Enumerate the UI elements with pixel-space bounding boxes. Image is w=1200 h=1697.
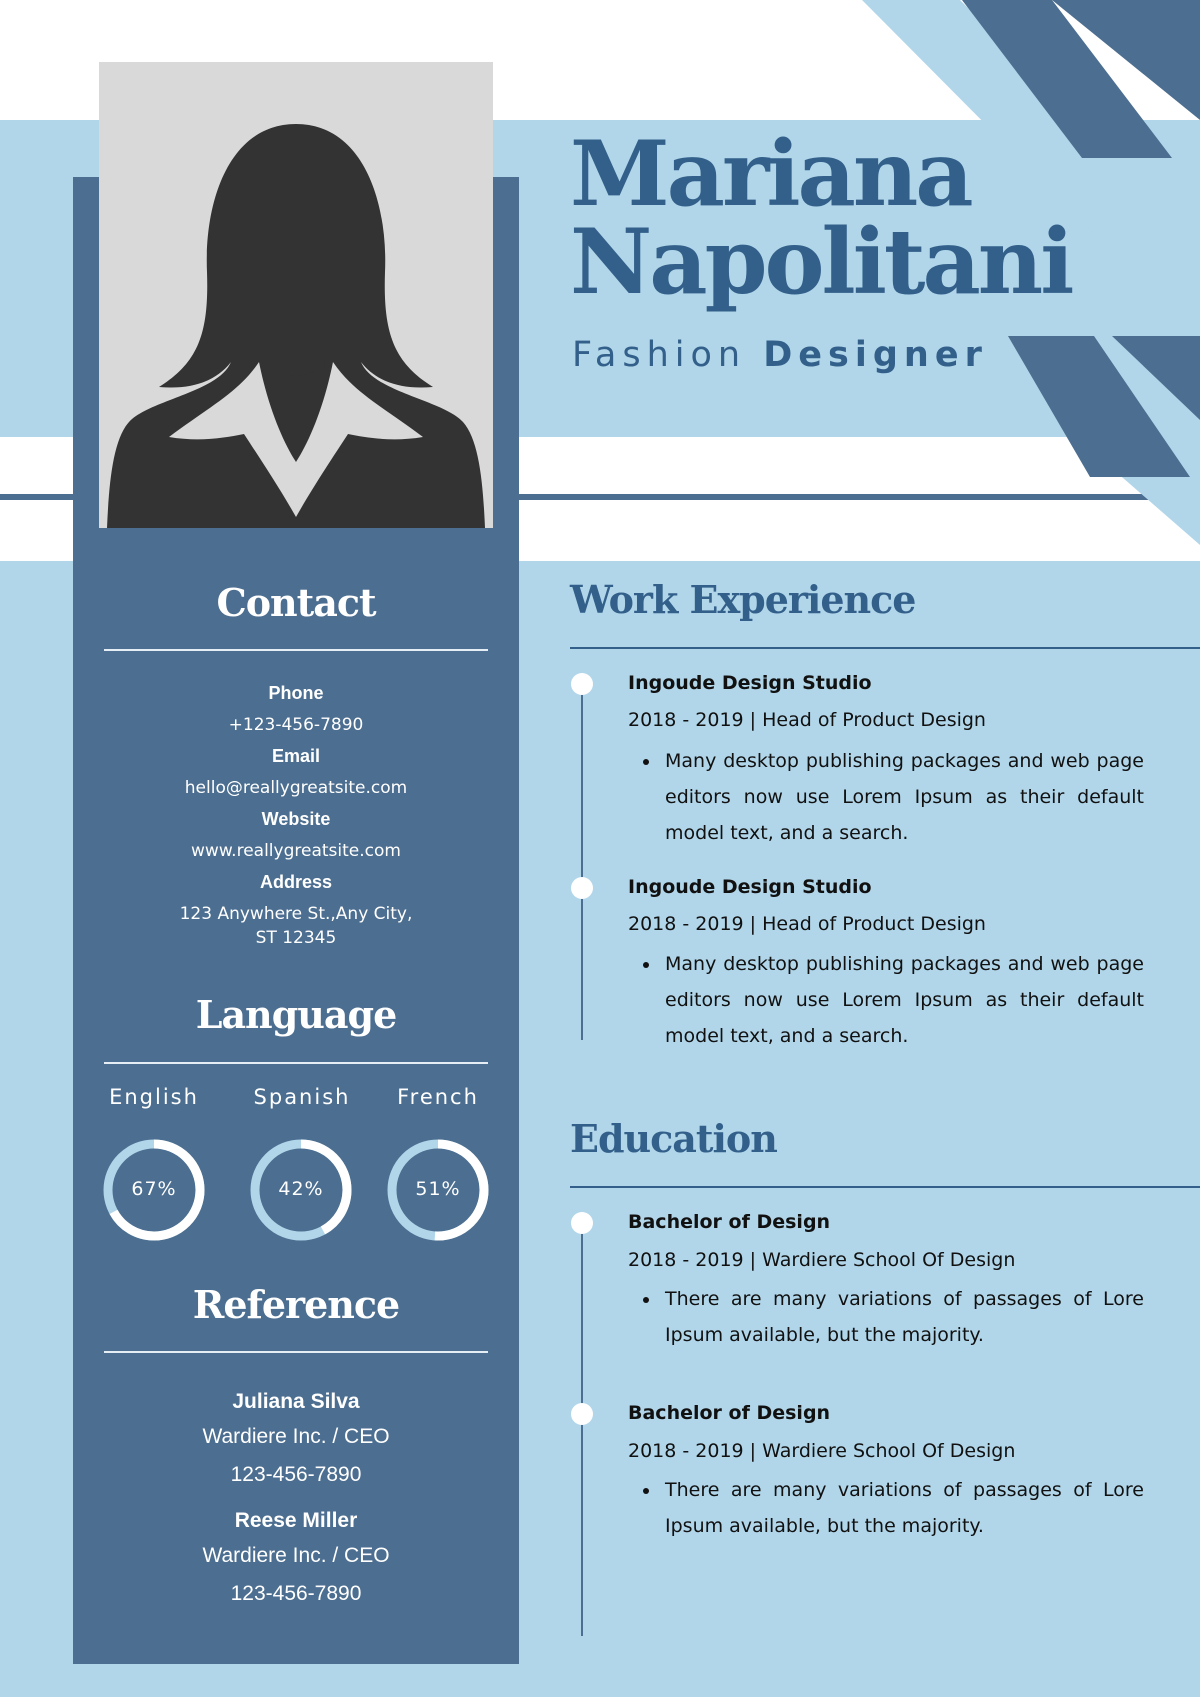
contact-heading: Contact	[216, 580, 376, 625]
work-2-description	[636, 946, 1144, 1054]
language-heading: Language	[195, 992, 397, 1037]
education-1-detail: 2018 - 2019 | Wardiere School Of Design	[628, 1249, 1016, 1271]
language-french-percent: 51%	[415, 1178, 461, 1200]
education-2-degree: Bachelor of Design	[628, 1402, 831, 1424]
address-value-line1: 123 Anywhere St.,Any City,	[179, 904, 413, 924]
language-english-percent: 67%	[131, 1178, 177, 1200]
last-name: Napolitani	[570, 209, 1072, 315]
education-1-bullet: • There are many variations of passages of Lore Ipsum available, but the majority.	[661, 1281, 1144, 1353]
work-experience-divider	[570, 647, 1200, 649]
language-spanish-percent: 42%	[278, 1178, 324, 1200]
first-name: Mariana	[570, 121, 971, 227]
education-heading: Education	[570, 1116, 777, 1161]
phone-label: Phone	[268, 683, 324, 703]
work-1-detail: 2018 - 2019 | Head of Product Design	[628, 709, 986, 731]
education-1-degree: Bachelor of Design	[628, 1211, 831, 1233]
work-2-detail: 2018 - 2019 | Head of Product Design	[628, 913, 986, 935]
work-2-bullet: • Many desktop publishing packages and web page editors now use Lorem Ipsum as their default model text, and a search.	[661, 946, 1144, 1054]
email-value: hello@reallygreatsite.com	[184, 778, 408, 798]
reference-divider	[104, 1351, 488, 1353]
reference-1-phone: 123-456-7890	[230, 1463, 362, 1486]
website-label: Website	[261, 809, 331, 829]
education-timeline-dot	[571, 1403, 593, 1425]
profile-photo	[99, 62, 493, 528]
education-2-bullet: • There are many variations of passages of Lore Ipsum available, but the majority.	[661, 1472, 1144, 1544]
education-timeline-dot	[571, 1212, 593, 1234]
education-2-detail: 2018 - 2019 | Wardiere School Of Design	[628, 1440, 1016, 1462]
language-french-name: French	[397, 1085, 479, 1109]
work-experience-heading: Work Experience	[570, 577, 916, 622]
work-2-company: Ingoude Design Studio	[628, 876, 872, 898]
education-timeline-line	[581, 1226, 583, 1636]
work-1-bullet: • Many desktop publishing packages and web page editors now use Lorem Ipsum as their default model text, and a search.	[661, 743, 1144, 851]
phone-value: +123-456-7890	[228, 715, 364, 735]
reference-2-name: Reese Miller	[234, 1509, 358, 1532]
email-label: Email	[271, 746, 321, 766]
reference-2-company: Wardiere Inc. / CEO	[202, 1544, 390, 1567]
woman-silhouette-icon	[99, 62, 493, 528]
contact-divider	[104, 649, 488, 651]
work-timeline-line	[581, 686, 583, 1040]
language-spanish-name: Spanish	[253, 1085, 351, 1109]
name-heading	[570, 121, 1072, 315]
work-timeline-dot	[571, 673, 593, 695]
education-1-description	[636, 1281, 1144, 1353]
job-title-bold: Designer	[763, 335, 988, 375]
reference-1-company: Wardiere Inc. / CEO	[202, 1425, 390, 1448]
reference-2-phone: 123-456-7890	[230, 1582, 362, 1605]
address-value-line2: ST 12345	[255, 928, 337, 948]
work-1-description	[636, 743, 1144, 851]
address-label: Address	[259, 872, 333, 892]
reference-heading: Reference	[192, 1282, 400, 1327]
work-timeline-dot	[571, 877, 593, 899]
education-divider	[570, 1186, 1200, 1188]
language-divider	[104, 1062, 488, 1064]
website-value: www.reallygreatsite.com	[191, 841, 401, 861]
education-2-description	[636, 1472, 1144, 1544]
job-title-light: Fashion	[572, 335, 747, 375]
reference-1-name: Juliana Silva	[232, 1390, 360, 1413]
job-title	[572, 335, 988, 375]
language-english-name: English	[109, 1085, 199, 1109]
work-1-company: Ingoude Design Studio	[628, 672, 872, 694]
